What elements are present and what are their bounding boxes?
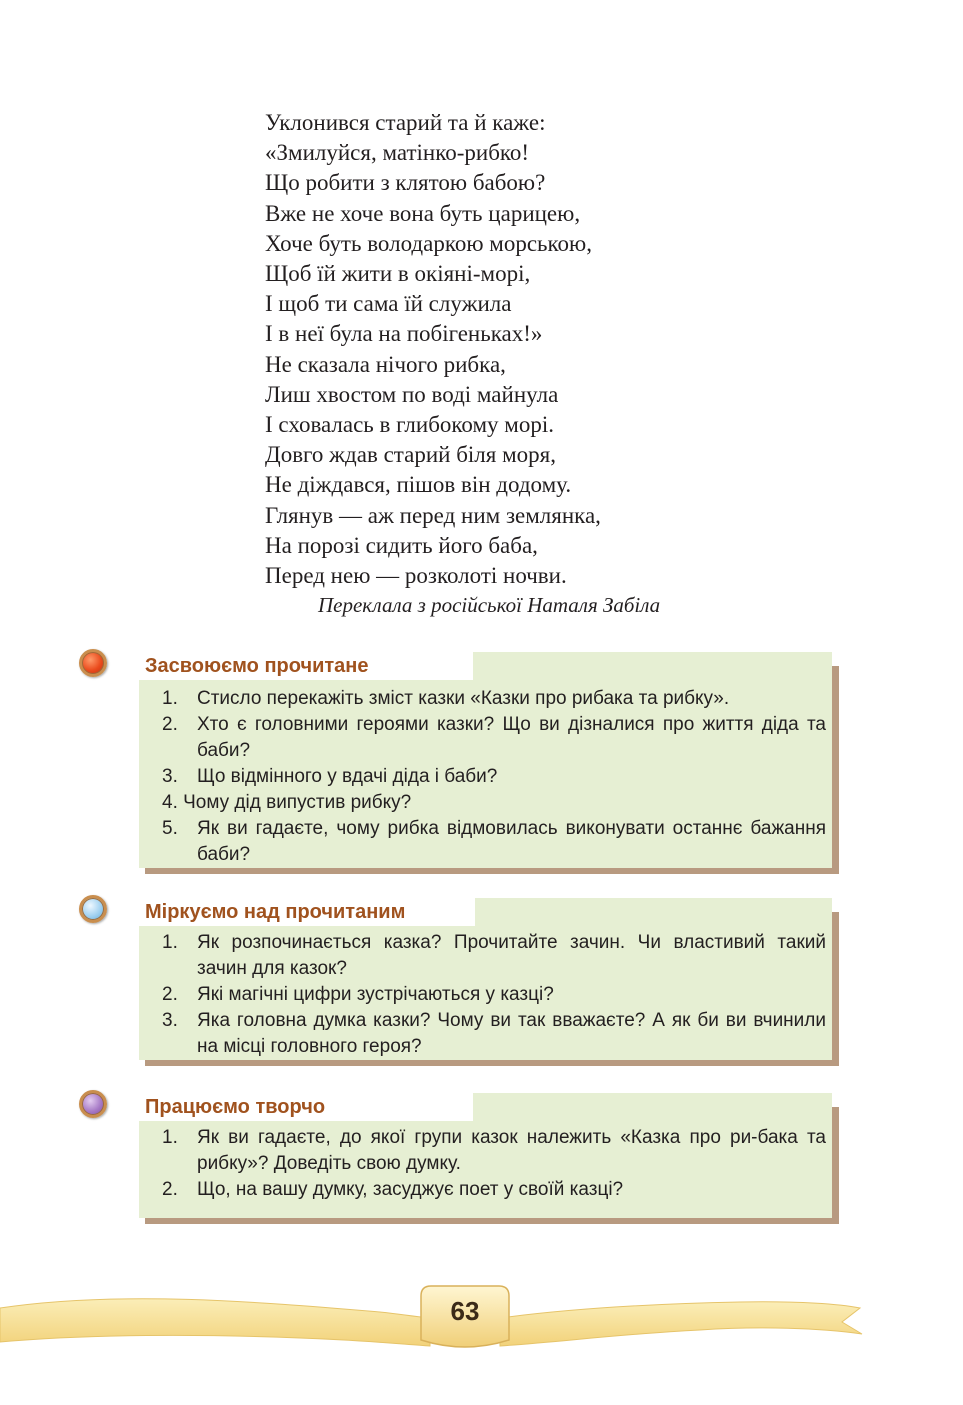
item-number: 4. [162,792,178,813]
section-creative [0,1093,963,1224]
poem-line: Довго ждав старий біля моря, [265,442,556,468]
item-text: Хто є головними героями казки? Що ви дізналися про життя діда та баби? [197,714,826,761]
ribbon-band-right [500,1302,862,1346]
list-item [162,712,826,764]
list-item [162,764,826,790]
list-item [162,982,826,1008]
list-item [162,816,826,868]
poem-line: Що робити з клятою бабою? [265,170,546,196]
poem-line: Не сказала нічого рибка, [265,351,506,377]
item-number: 2. [162,984,178,1005]
question-list [162,930,826,1060]
poem-line: «Змилуйся, матінко-рибко! [265,140,530,166]
item-text: Як розпочинається казка? Прочитайте зачин. Чи властивий такий зачин для казок? [197,932,826,979]
poem-line: На порозі сидить його баба, [265,532,538,558]
list-item [162,930,826,982]
list-item [162,1177,826,1203]
poem-line: Лиш хвостом по воді майнула [265,381,559,407]
question-list [162,1125,826,1203]
red-circle-icon [79,649,107,677]
item-text: Що відмінного у вдачі діда і баби? [197,766,498,787]
item-text: Які магічні цифри зустрічаються у казці? [197,984,554,1005]
ribbon-band [0,1299,430,1346]
section-title-tab [139,652,473,680]
section-title: Засвоюємо прочитане [145,655,369,677]
poem-line: Перед нею — розколоті ночви. [265,563,567,589]
question-list [162,686,826,868]
poem-line: І щоб ти сама їй служила [265,291,512,317]
poem-line: Хоче буть володаркою морською, [265,230,592,256]
list-item [162,790,826,816]
section-title-tab [139,898,475,926]
poem-line: Не діждався, пішов він додому. [265,472,572,498]
section-title-tab [139,1093,473,1121]
item-number: 1. [162,932,178,953]
list-item [162,1125,826,1177]
item-text: Стисло перекажіть зміст казки «Казки про рибака та рибку». [197,688,730,709]
item-number: 1. [162,1127,178,1148]
violet-circle-icon [79,1090,107,1118]
section-title: Міркуємо над прочитаним [145,901,406,923]
poem-line: І в неї була на побігеньках!» [265,321,543,347]
item-number: 2. [162,1179,178,1200]
item-number: 5. [162,818,178,839]
poem [265,108,601,591]
item-number: 1. [162,688,178,709]
item-text: Чому дід випустив рибку? [183,792,412,813]
poem-line: І сховалась в глибокому морі. [265,412,554,438]
item-number: 3. [162,766,178,787]
section-reflection [0,898,963,1066]
list-item [162,686,826,712]
item-number: 3. [162,1010,178,1031]
item-number: 2. [162,714,178,735]
blue-circle-icon [79,895,107,923]
item-text: Яка головна думка казки? Чому ви так вважаєте? А як би ви вчинили на місці головного героя? [197,1010,826,1057]
list-item [162,1008,826,1060]
item-text: Як ви гадаєте, чому рибка відмовилась виконувати останнє бажання баби? [197,818,826,865]
item-text: Що, на вашу думку, засуджує поет у своїй казці? [197,1179,624,1200]
poem-line: Щоб їй жити в окіяні-морі, [265,261,531,287]
poem-line: Глянув — аж перед ним землянка, [265,502,601,528]
section-comprehension [0,652,963,874]
page-number: 63 [450,1296,480,1326]
translator-attribution: Переклала з російської Наталя Забіла [318,593,661,617]
poem-line: Вже не хоче вона буть царицею, [265,200,581,226]
poem-line: Уклонився старий та й каже: [265,110,546,135]
item-text: Як ви гадаєте, до якої групи казок належить «Казка про ри-бака та рибку»? Доведіть свою думку. [197,1127,826,1174]
section-title: Працюємо творчо [145,1096,326,1118]
